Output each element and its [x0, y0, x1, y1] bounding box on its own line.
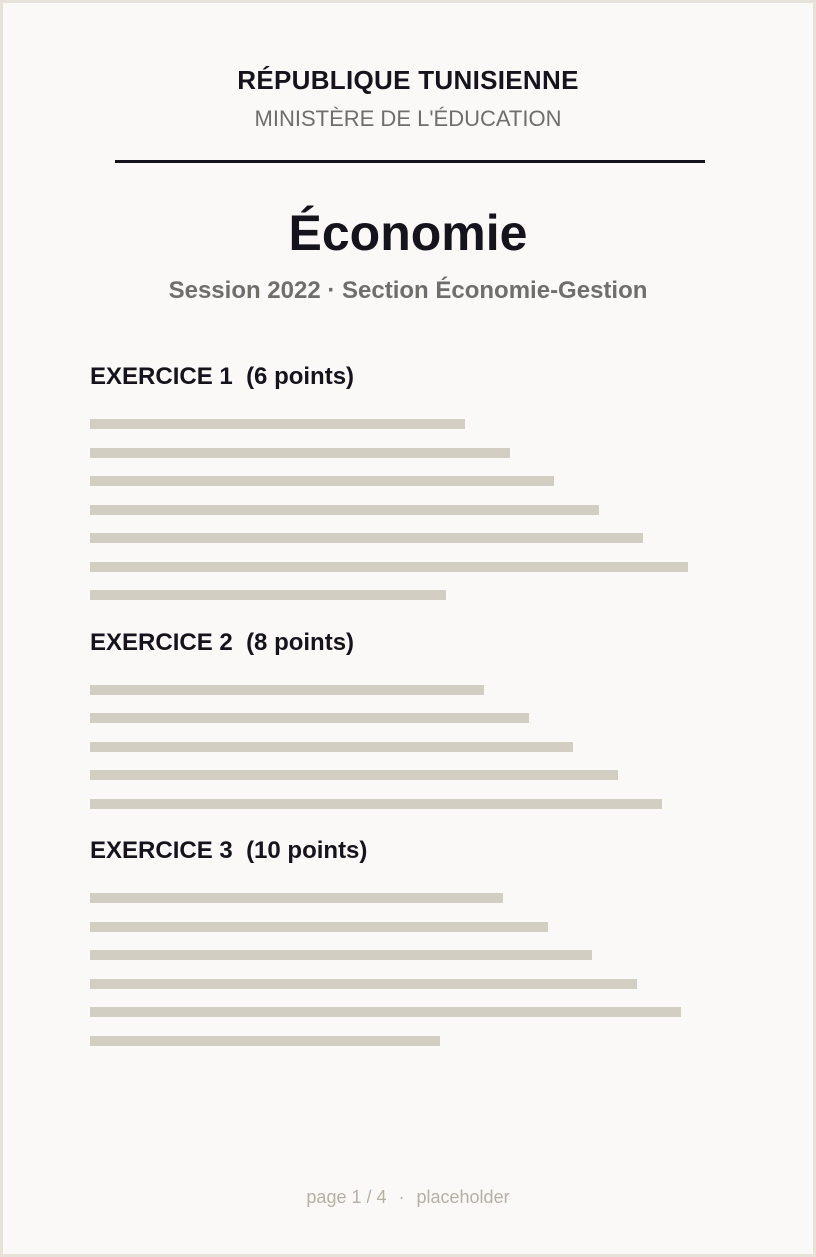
- text-placeholder-line: [90, 713, 529, 723]
- header-divider: [115, 160, 705, 163]
- exercise-1-label: EXERCICE 1: [90, 363, 233, 390]
- text-placeholder-line: [90, 950, 592, 960]
- text-placeholder-line: [90, 922, 548, 932]
- text-placeholder-line: [90, 419, 465, 429]
- text-placeholder-line: [90, 685, 484, 695]
- exercise-3-points: (10 points): [246, 837, 368, 864]
- text-placeholder-line: [90, 562, 688, 572]
- footer-note: placeholder: [416, 1187, 510, 1207]
- text-placeholder-line: [90, 505, 599, 515]
- exercise-1-heading: [90, 363, 354, 391]
- footer-separator: ·: [398, 1187, 405, 1207]
- country-header: RÉPUBLIQUE TUNISIENNE: [237, 65, 579, 95]
- text-placeholder-line: [90, 533, 643, 543]
- exercise-2-points: (8 points): [246, 629, 355, 656]
- exercise-2-heading: [90, 629, 354, 657]
- page-number: page 1 / 4: [306, 1187, 387, 1207]
- text-placeholder-line: [90, 590, 446, 600]
- text-placeholder-line: [90, 893, 503, 903]
- exam-page: [3, 3, 813, 1254]
- text-placeholder-line: [90, 799, 662, 809]
- exercise-2-label: EXERCICE 2: [90, 629, 233, 656]
- text-placeholder-line: [90, 979, 637, 989]
- text-placeholder-line: [90, 742, 573, 752]
- page-title: Économie: [288, 205, 528, 261]
- text-placeholder-line: [90, 770, 618, 780]
- page-subtitle: Session 2022 · Section Économie-Gestion: [168, 277, 648, 304]
- text-placeholder-line: [90, 1036, 440, 1046]
- page-footer: [3, 1187, 813, 1208]
- exercise-1-points: (6 points): [246, 363, 355, 390]
- text-placeholder-line: [90, 448, 510, 458]
- exercise-3-heading: [90, 837, 367, 865]
- text-placeholder-line: [90, 476, 554, 486]
- exercise-3-label: EXERCICE 3: [90, 837, 233, 864]
- ministry-header: MINISTÈRE DE L'ÉDUCATION: [254, 106, 562, 131]
- text-placeholder-line: [90, 1007, 681, 1017]
